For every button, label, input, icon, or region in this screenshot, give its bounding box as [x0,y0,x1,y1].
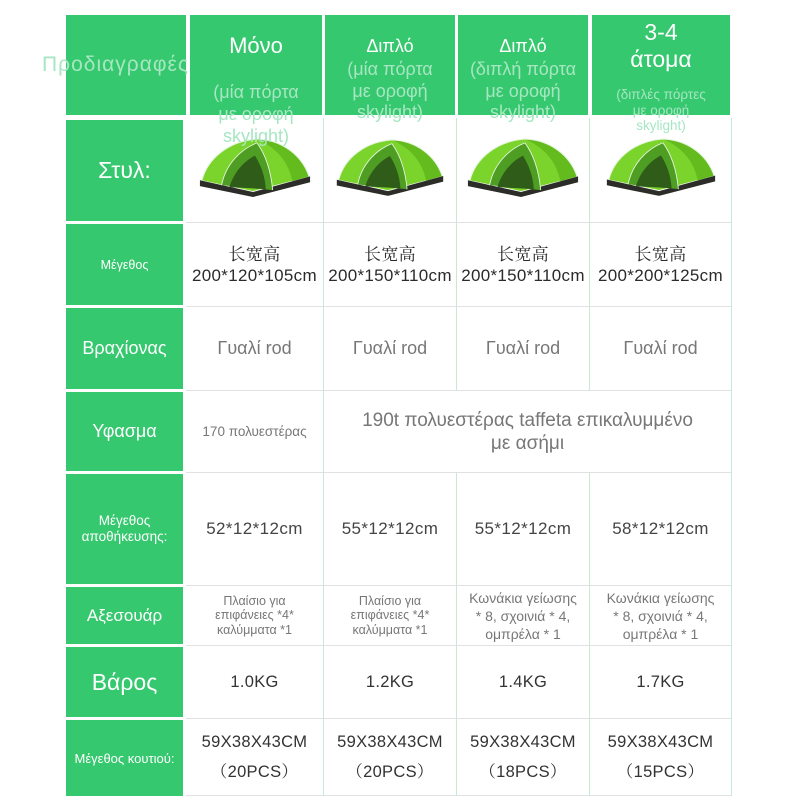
tent-shape [606,139,714,196]
accessories-line: Κωνάκια γείωσης [606,589,715,606]
subtitle-line: skylight) [636,118,686,133]
storage-cell [457,473,590,586]
box-dims: 59X38X43CM [607,733,714,751]
storage-value: 55*12*12cm [474,519,572,538]
box-quantity: （20PCS） [346,763,434,781]
arm-cell [590,307,732,391]
size-cell [324,223,457,307]
subtitle-line: skylight) [489,102,556,122]
accessories-line: Πλαίσιο για [223,593,286,608]
box-cell [590,719,732,796]
accessories-line: επιφάνειες *4* [350,608,430,623]
style-cell [457,118,590,223]
subtitle-line: με οροφή [632,102,690,118]
box-dims: 59X38X43CM [201,733,308,751]
size-cell [457,223,590,307]
fabric-value: 170 πολυεστέρας [202,424,307,439]
box-quantity: （15PCS） [616,763,705,781]
size-dims-value: 200*120*105cm [192,265,317,285]
accessories-line: ομπρέλα * 1 [485,625,561,642]
weight-value: 1.7KG [636,672,685,691]
storage-cell [590,473,732,586]
subtitle-line: με οροφή [218,104,294,124]
size-dims-label: 长宽高 [634,244,687,264]
arm-value: Γυαλί rod [217,338,292,358]
fabric-merged-cell [324,391,732,473]
accessories-line: επιφάνειες *4* [215,608,294,623]
weight-cell [590,646,732,719]
header-col-title [317,35,463,57]
label-size: Μέγεθος [66,224,183,305]
title-line: άτομα [630,46,692,72]
accessories-cell [186,586,324,646]
storage-value: 52*12*12cm [206,519,303,538]
arm-cell [324,307,457,391]
header-col-title [450,35,596,57]
label-box-size: Μέγεθος κουτιού: [66,720,183,796]
label-weight: Βάρος [66,647,183,717]
box-dims: 59X38X43CM [337,733,443,751]
size-dims-label: 长宽高 [364,244,416,264]
accessories-line: * 8, σχοινιά * 4, [613,607,708,624]
subtitle-line: (μία πόρτα [347,59,433,79]
arm-cell [186,307,324,391]
weight-cell [324,646,457,719]
accessories-line: καλύμματα *1 [216,622,293,637]
green-dome-tent-image [464,134,582,197]
accessories-line: Πλαίσιο για [358,593,422,608]
size-cell [590,223,732,307]
header-col-subtitle [317,59,463,124]
label-fabric: Υφασμα [66,392,183,471]
fabric-value-line: 190t πολυεστέρας taffeta επικαλυμμένο [362,409,693,431]
subtitle-line: (διπλή πόρτα [469,59,577,79]
storage-cell [324,473,457,586]
label-arm: Βραχίονας [66,308,183,389]
subtitle-line: (διπλές πόρτες [616,87,706,102]
accessories-cell [457,586,590,646]
title-line: Διπλό [499,36,547,56]
size-dims-value: 200*150*110cm [461,265,585,285]
header-col-3-4-persons [592,15,730,133]
accessories-line: Κωνάκια γείωσης [469,589,577,606]
header-col-double-single-door [325,15,455,122]
weight-value: 1.2KG [365,672,415,691]
arm-cell [457,307,590,391]
header-col-single [190,15,322,146]
accessories-line: * 8, σχοινιά * 4, [475,607,571,624]
spec-title: Προδιαγραφές [42,53,189,76]
label-accessories: Αξεσουάρ [66,587,183,644]
green-dome-tent-image [333,135,447,196]
accessories-cell [590,586,732,646]
storage-value: 55*12*12cm [341,519,439,538]
title-line: 3-4 [644,19,678,45]
label-storage-size: Μέγεθος αποθήκευσης: [66,474,183,584]
label-style: Στυλ: [66,120,183,221]
accessories-line: ομπρέλα * 1 [622,625,699,642]
weight-cell [186,646,324,719]
box-dims: 59X38X43CM [470,733,576,751]
header-col-title [182,33,330,59]
subtitle-line: skylight) [356,102,423,122]
style-cell [324,118,457,223]
header-col-subtitle [182,81,330,147]
size-dims-value: 200*200*125cm [598,265,723,285]
subtitle-line: με οροφή [352,80,428,101]
title-line: Μόνο [229,33,283,58]
arm-value: Γυαλί rod [352,338,428,358]
header-col-subtitle [584,87,738,134]
box-quantity: （20PCS） [210,763,299,781]
weight-value: 1.0KG [230,672,279,691]
size-cell [186,223,324,307]
size-dims-label: 长宽高 [497,244,549,264]
storage-value: 58*12*12cm [612,519,709,538]
tent-shape [337,139,443,195]
green-dome-tent-image [603,134,719,196]
title-line: Διπλό [366,36,414,56]
tent-shape [468,138,578,196]
style-cell [590,118,732,223]
header-col-double-double-door [458,15,588,122]
box-quantity: （18PCS） [479,763,567,781]
accessories-line: καλύμματα *1 [352,622,428,637]
storage-cell [186,473,324,586]
size-dims-label: 长宽高 [228,244,281,264]
box-cell [324,719,457,796]
header-col-subtitle [450,59,596,124]
fabric-value-line: με ασήμι [490,432,565,454]
subtitle-line: με οροφή [485,80,561,101]
arm-value: Γυαλί rod [623,338,698,358]
box-cell [457,719,590,796]
weight-cell [457,646,590,719]
subtitle-line: (μία πόρτα [213,82,299,102]
box-cell [186,719,324,796]
arm-value: Γυαλί rod [485,338,561,358]
weight-value: 1.4KG [498,672,548,691]
fabric-cell [186,391,324,473]
accessories-cell [324,586,457,646]
size-dims-value: 200*150*110cm [328,265,452,285]
tent-shape [199,138,309,196]
header-col-title [584,19,738,73]
subtitle-line: skylight) [222,126,289,146]
